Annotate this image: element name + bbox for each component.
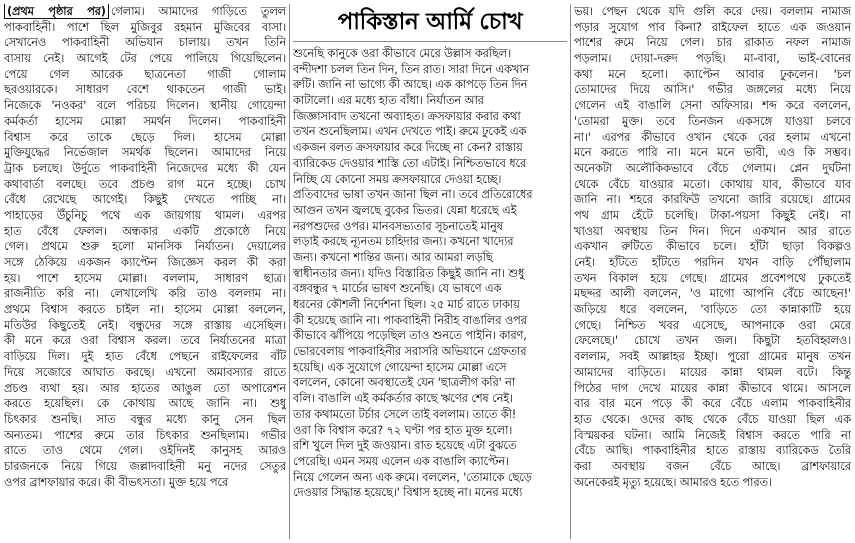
- text-line-content: বেঁচে আছি। পাকবাহিনীর হাতে রাস্তায় ব্যারিকেড তৈরি: [574, 443, 851, 458]
- text-line-content: প্রতিবাদের ভাষা তখন জানা ছিল না। তবে প্রতিরোধের: [293, 187, 533, 202]
- text-line-content: হাত থেকে। ওদের কাছ থেকে বেঁচে যাওয়া ছিল এক: [574, 411, 851, 426]
- text-line: [4, 161, 286, 177]
- text-line-content: কর্মকর্তা হাসেম মোল্লা সমর্থন দিলেন। পাকবাহিনী: [4, 113, 286, 128]
- text-line-content: বাড়িয়ে দিল। দুই হাত বেঁধে পেছনে রাইফেলের বাঁট: [4, 349, 286, 364]
- text-line-content: তখন বিকাল হয়ে গেছে। গ্রামের প্রবেশপথে ঢুকতেই: [574, 270, 851, 285]
- text-line-content: বিশ্বাস করে তাকে ছেড়ে দিল। হাসেম মোল্লা: [4, 129, 286, 144]
- article-column-3: [574, 4, 851, 490]
- text-line: [574, 98, 851, 114]
- text-line: [4, 302, 286, 318]
- text-line-content: হয়েছি। এক সুযোগে গোয়েন্দা হাসেম মোল্লা এসে: [293, 359, 507, 374]
- text-line-content: প্রথমে বিশ্বাস করতে চাইল না। হাসেম মোল্লা বললেন,: [4, 302, 286, 317]
- text-line: [574, 286, 851, 302]
- text-line: [574, 82, 851, 98]
- text-line: [293, 485, 567, 501]
- text-line-content: নিজেকে 'নওকর' বলে পরিচয় দিলেন। স্থানীয় গোয়েন্দা: [4, 98, 286, 113]
- text-line: [293, 375, 567, 391]
- text-line-content: জন্য। কখনো শান্তির জন্য। আর আমরা লড়ছি: [293, 249, 493, 264]
- text-line: [293, 313, 567, 329]
- text-line-content: মনে করতে পারি না। মনে মনে ভাবী, এও কি সম্ভব।: [574, 145, 851, 160]
- text-line-content: গেল। প্রথমে শুরু হলো মানসিক নির্যাতন। দেয়ালের: [4, 239, 286, 254]
- text-line: [4, 239, 286, 255]
- text-line-content: বিস্ময়কর ঘটনা। আমি নিজেই বিশ্বাস করতে পারি না: [574, 427, 851, 442]
- text-line-content: ব্যারিকেড দেওয়ার শাস্তি তো এটাই। নিশ্চিতভাবে ধরে: [293, 155, 527, 170]
- text-line-content: বেঁধে রেখেছে আগেই। কিছুই দেখতে পাচ্ছি না।: [4, 192, 286, 207]
- text-line: [293, 454, 567, 470]
- text-line: [574, 475, 851, 491]
- column-divider: [570, 4, 571, 539]
- text-line-content: কী হয়েছে জানি না। পাকবাহিনী নিরীহ বাঙালির ওপর: [293, 312, 527, 327]
- text-line-content: প্রচণ্ড ব্যথা হয়। আর হাতের আঙুল তো অপারেশন: [4, 380, 286, 395]
- text-line: [4, 177, 286, 193]
- text-line: [293, 203, 567, 219]
- text-line-content: থেকে বেঁচে যাওয়ার মতো। কোথায় যাব, কীভাবে যাব: [574, 176, 851, 191]
- text-line-content: করা অবস্থায় বজন বেঁচে আছে। ব্রাশফায়ারে: [574, 458, 851, 473]
- text-line-content: আগুন তখন জ্বলছে বুকের ভিতর। যেন্না ধরেছে এই: [293, 202, 517, 217]
- text-line: [4, 4, 286, 20]
- text-line: [4, 114, 286, 130]
- text-line: [4, 130, 286, 146]
- text-line: [293, 187, 567, 203]
- text-line: [574, 51, 851, 67]
- text-line: [574, 130, 851, 146]
- text-line-content: পড়ার সুযোগ পাব কিনা? রাইফেল হাতে এক জওয়ান: [574, 19, 851, 34]
- text-line-content: ভয়। পেছন থেকে যদি গুলি করে দেয়। বললাম নামাজ: [574, 4, 851, 18]
- text-line: [293, 124, 567, 140]
- text-line-content: দিয়ে সজোরে আঘাত করছে। এখনো অমাবস্যার রাতে: [4, 364, 286, 379]
- text-line: [293, 93, 567, 109]
- text-line: [293, 46, 567, 62]
- text-line: [4, 82, 286, 98]
- text-line-content: অনেকেরই মৃত্যু হয়েছে। আমারও হতে পারত।: [574, 474, 772, 489]
- text-line-content: লড়াই করছে ন্যূনতম চাহিদার জন্য। কখনো খাদ্যের: [293, 234, 514, 249]
- text-line: [293, 109, 567, 125]
- text-line-content: করতে হয়েছিল। কে কোথায় আছে জানি না। শুধু: [4, 396, 286, 411]
- text-line: [4, 208, 286, 224]
- text-line: [293, 470, 567, 486]
- text-line-content: কীভাবে ঝাঁপিয়ে পড়েছিল তাও শুনতে পাইনি। কারণ,: [293, 328, 527, 343]
- text-line: [293, 328, 567, 344]
- text-line: [574, 412, 851, 428]
- headline-box: [293, 4, 567, 40]
- text-line-content: অনেকটা অলৌকিকভাবে বেঁচে গেলাম। প্লেন দুর্ঘটনা: [574, 160, 851, 175]
- text-line-content: তোমাদের দিয়ে আসি।' গভীর জঙ্গলের মধ্যে নিয়ে: [574, 82, 851, 97]
- text-line-content: 'তোমরা মুক্ত। তবে তিনজন একসঙ্গে যাওয়া চলবে: [574, 113, 851, 128]
- text-line-content: না।' এরপর কীভাবে ওখান থেকে বের হলাম এখনো: [574, 129, 851, 144]
- text-line: [574, 333, 851, 349]
- text-line-content: তার কথামতো টর্চার সেলে তাই বললাম। তাতে কী!: [293, 406, 517, 421]
- text-line: [574, 381, 851, 397]
- text-line-content: রুটি। জানি না ভাগ্যে কী আছে। এক কাপড়ে তিন দিন: [293, 77, 528, 92]
- text-line: [4, 459, 286, 475]
- article-column-2: [293, 46, 567, 501]
- text-line: [293, 423, 567, 439]
- column-divider: [289, 4, 290, 539]
- text-line-content: বললাম, সবই আল্লাহর ইচ্ছা। পুরো গ্রামের মানুষ তখন: [574, 349, 851, 364]
- text-line-content: মুক্তিযুদ্ধের নির্ভেজাল সমর্থক ছিলেন। আমাদের নিয়ে: [4, 145, 286, 160]
- text-line-content: শুনেছি কানুকে ওরা কীভাবে মেরে উল্লাস করছিল।: [293, 46, 512, 60]
- text-line: [293, 281, 567, 297]
- text-line: [574, 177, 851, 193]
- text-line: [293, 156, 567, 172]
- text-line: [4, 67, 286, 83]
- continued-from-label: (প্রথম পৃষ্ঠার পর): [4, 4, 109, 19]
- text-line: [574, 459, 851, 475]
- text-line: [574, 224, 851, 240]
- text-line-content: অন্যতম। পাশের রুমে তার চিৎকার শুনছিলাম। গভীর: [4, 427, 286, 442]
- text-line: [293, 391, 567, 407]
- text-line-content: রাতে তাও থেমে গেল। ওইদিনই কানুসহ আরও: [4, 443, 286, 458]
- text-line-content: ফেলেছে।' চোখে তখন জল। কিছুটা হতবিহ্বলও।: [574, 333, 851, 348]
- text-line: [4, 318, 286, 334]
- text-line-content: মতিউর কিছুতেই নেই। বন্ধুদের সঙ্গে রাস্তায় এসেছিল।: [4, 317, 286, 332]
- text-line-content: গেলাম। আমাদের গাড়িতে তুলল: [110, 4, 286, 18]
- text-line-content: বললেন, কোনো অবস্থাতেই যেন 'ছাত্রলীগ করি' না: [293, 375, 515, 390]
- text-line-content: সঙ্গে ঠেকিয়ে একজন ক্যাপ্টেন জিজ্ঞেস করল কী করা: [4, 255, 286, 269]
- text-line: [574, 145, 851, 161]
- text-line: [574, 302, 851, 318]
- text-line: [574, 396, 851, 412]
- text-line: [4, 35, 286, 51]
- text-line-content: বন্দীদশা চলল তিন দিন, তিন রাত। সারা দিনে একখান: [293, 61, 530, 76]
- text-line: [4, 396, 286, 412]
- text-line-content: ট্রাক চলছে। উর্দুতে পাকবাহিনী নিজেদের মধ্যে কী যেন: [4, 160, 286, 175]
- text-line: [293, 407, 567, 423]
- text-line: [4, 145, 286, 161]
- text-line: [4, 255, 286, 271]
- text-line: [4, 349, 286, 365]
- text-line: [574, 271, 851, 287]
- text-line-content: পথ গ্রাম হেঁটে চলেছি। টাকা-পয়সা কিছুই নেই। না: [574, 207, 851, 222]
- text-line-content: হয়। পাশে হাসেম মোল্লা। বললাম, সাধারণ ছাত্র।: [4, 270, 286, 285]
- text-line-content: গেলেন এই বাঙালি সেনা অফিসার। শব্দ করে বললেন,: [574, 98, 851, 113]
- text-line-content: জিজ্ঞাসাবাদ তখনো অব্যাহত। ক্রসফায়ার করার কথা: [293, 108, 521, 123]
- text-line-content: পিঠের দাগ দেখে মায়ের কান্না কীভাবে থামে। আসলে: [574, 380, 851, 395]
- text-line-content: কথাবার্তা বলছে। তবে প্রচণ্ড রাগ মনে হচ্ছে। চোখ: [4, 176, 286, 191]
- text-line-content: পেয়ে গেল আরেক ছাত্রনেতা গাজী গোলাম: [4, 66, 286, 81]
- text-line: [293, 140, 567, 156]
- text-line-content: পেরেছি। এমন সময় এলেন এক বাঙালি ক্যাপ্টেন।: [293, 453, 509, 468]
- text-line: [4, 412, 286, 428]
- article-column-1: [4, 4, 286, 490]
- text-line-content: পাহাড়ের উঁচুনিচু পথে এক জায়গায় থামল। এরপর: [4, 207, 286, 222]
- text-line: [574, 114, 851, 130]
- text-line: [4, 381, 286, 397]
- text-line: [293, 297, 567, 313]
- text-line: [574, 349, 851, 365]
- text-line-content: চিৎকার শুনছি। সাত বন্ধুর মধ্যে কানু সেন ছিল: [4, 411, 286, 426]
- text-line: [574, 208, 851, 224]
- text-line: [574, 318, 851, 334]
- text-line-content: পড়লাম। দোয়া-দরুদ পড়ছি। মা-বাবা, ভাই-বোনের: [574, 51, 851, 66]
- text-line-content: পাশের রুমে নিয়ে গেল। চার রাকাত নফল নামাজ: [574, 35, 851, 50]
- text-line: [574, 428, 851, 444]
- text-line: [4, 428, 286, 444]
- text-line: [293, 219, 567, 235]
- text-line: [574, 161, 851, 177]
- text-line: [4, 365, 286, 381]
- text-line-content: স্বাধীনতার জন্য। যদিও বিস্তারিত কিছুই জানি না। শুধু: [293, 265, 525, 280]
- text-line: [4, 475, 286, 491]
- text-line-content: রাজনীতি করি না। লেখালেখি করি তাও বললাম না।: [4, 286, 286, 301]
- text-line-content: কী মনে করে ওরা বিশ্বাস করল। তবে নির্যাতনের মাত্রা: [4, 333, 286, 348]
- text-line-content: বলি। বাঙালি এই কর্মকর্তার কাছে ঋণের শেষ নেই।: [293, 391, 513, 406]
- headline-divider: [293, 41, 567, 42]
- text-line-content: পাকবাহিনী। পাশে ছিল মুজিবুর রহমান মুজিবের বাসা।: [4, 19, 286, 34]
- text-line-content: ধরনের কৌশলী নির্দেশনা ছিল। ২৫ মার্চ রাতে ঢাকায়: [293, 297, 520, 311]
- text-line-content: জানি না। শহরে কারফিউ তখনো জারি রয়েছে। গ্রামের: [574, 192, 851, 207]
- text-line-content: নেই। হাঁটতে হাঁটতে পরদিন যখন বাড়ি পৌঁছালাম: [574, 255, 851, 269]
- text-line-content: একজন বলত ক্রসফায়ার করে দিচ্ছে না কেন? রাস্তায়: [293, 140, 523, 155]
- text-line-content: দেওয়ার সিদ্ধান্ত হয়েছে।' বিশ্বাস হচ্ছে না। মনের মধ্যে: [293, 485, 523, 500]
- text-line-content: খাওয়া অবস্থায় তিন দিন। দিনে একখান আর রাতে: [574, 223, 851, 238]
- text-line: [4, 286, 286, 302]
- text-line: [574, 67, 851, 83]
- text-line: [4, 271, 286, 287]
- text-line: [293, 438, 567, 454]
- text-line: [574, 365, 851, 381]
- text-line-content: নিচ্ছি যে কোনো সময় ক্রসফায়ারে দেওয়া হচ্ছে।: [293, 171, 502, 186]
- text-line: [293, 62, 567, 78]
- text-line: [4, 333, 286, 349]
- text-line: [574, 35, 851, 51]
- text-line-content: গেছে। নিশ্চিত খবর এসেছে, আপনাকে ওরা মেরে: [574, 317, 851, 332]
- text-line-content: হাত বেঁধে ফেলল। অন্ধকার একটি প্রকোষ্ঠে নিয়ে: [4, 223, 286, 238]
- text-line: [574, 4, 851, 20]
- text-line-content: চারজনকে নিয়ে গিয়ে জল্লাদবাহিনী মনু নদের সেতুর: [4, 458, 286, 473]
- text-line-content: একখান রুটিতে কীভাবে চলে। হাঁটা ছাড়া বিকল্পও: [574, 239, 851, 254]
- text-line: [4, 20, 286, 36]
- text-line-content: নিয়ে গেলেন অন্য এক রুমে। বললেন, 'তোমাকে ছেড়ে: [293, 469, 532, 484]
- text-line-content: মছদ্দর আলী বললেন, 'ও মাগো আপনি বেঁচে আছেন!': [574, 286, 851, 301]
- text-line-content: ছরওয়ারকে। সাধারণ বেশে থাকতেন গাজী ভাই।: [4, 82, 286, 97]
- text-line: [293, 344, 567, 360]
- text-line: [4, 224, 286, 240]
- text-line-content: ওরা কি বিশ্বাস করে? ৭২ ঘণ্টা পর হাত মুক্ত হলো।: [293, 422, 513, 437]
- text-line: [574, 20, 851, 36]
- text-line-content: ওপর ব্রাশফায়ার করে। কী বীভৎসতা। মুক্ত হয়ে পরে: [4, 474, 229, 489]
- text-line-content: কাটালো। এর মধ্যে হাত বাঁধা। নির্যাতন আর: [293, 93, 484, 108]
- text-line: [4, 443, 286, 459]
- text-line-content: আমাদের বাড়িতে। মায়ের কান্না থামল বটে। কিন্তু: [574, 364, 851, 379]
- text-line-content: জড়িয়ে ধরে বললেন, 'বাড়িতে তো কান্নাকাটি হয়ে: [574, 302, 851, 317]
- text-line: [293, 172, 567, 188]
- text-line: [574, 192, 851, 208]
- text-line: [574, 443, 851, 459]
- text-line: [293, 250, 567, 266]
- text-line: [574, 255, 851, 271]
- headline: পাকিস্তান আর্মি চোখ: [337, 7, 523, 35]
- text-line: [4, 51, 286, 67]
- text-line-content: ভোরবেলায় পাকবাহিনীর সরাসরি অভিযানে গ্রেফতার: [293, 344, 527, 359]
- text-line: [574, 239, 851, 255]
- text-line-content: বঙ্গবন্ধুর ৭ মার্চের ভাষণ শুনেছি। যে ভাষণে এক: [293, 281, 502, 296]
- text-line: [293, 360, 567, 376]
- text-line-content: তখন শুনেছিলাম। এখন দেখতে পাই। রুমে ঢুকেই এক: [293, 124, 527, 139]
- text-line-content: বার বার মনে পড়ে কী করে বেঁচে এলাম পাকবাহিনীর: [574, 396, 851, 411]
- text-line-content: নরপশুদের ওপর। মানবসভ্যতার সূচনাতেই মানুষ: [293, 218, 503, 233]
- text-line-content: বাসায় নেই। আগেই টের পেয়ে পালিয়ে গিয়েছিলেন।: [4, 51, 286, 66]
- text-line: [293, 266, 567, 282]
- text-line: [293, 77, 567, 93]
- text-line: [4, 192, 286, 208]
- text-line: [293, 234, 567, 250]
- text-line: [4, 98, 286, 114]
- text-line-content: রশি খুলে দিল দুই জওয়ান। রাত হয়েছে এটা বুঝতে: [293, 438, 517, 453]
- text-line-content: কথা মনে হলো। ক্যাপ্টেন আবার ঢুকলেন। 'চল: [574, 66, 851, 81]
- text-line-content: সেখানেও পাকবাহিনী অভিযান চালায়। তখন তিনি: [4, 35, 286, 50]
